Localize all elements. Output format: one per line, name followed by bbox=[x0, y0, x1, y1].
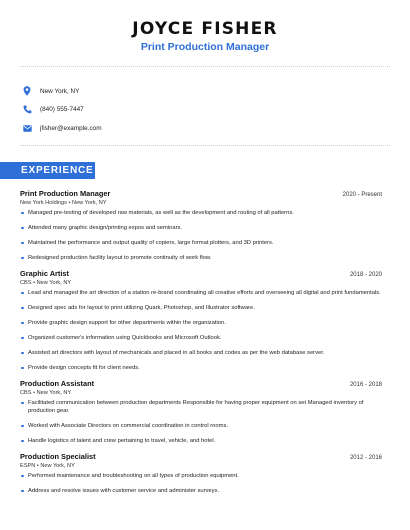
experience-list bbox=[20, 189, 382, 502]
bullet-item: Maintained the performance and output quality of copiers, large format plotters, and 3D printers. bbox=[20, 239, 382, 247]
job-entry bbox=[20, 379, 382, 445]
job-dates: 2020 - Present bbox=[342, 192, 382, 198]
bullet-item: Redesigned production facility layout to promote continuity of work flow. bbox=[20, 254, 382, 262]
job-header bbox=[20, 269, 382, 278]
contact-list bbox=[22, 82, 102, 138]
job-bullets bbox=[20, 472, 382, 495]
map-pin-icon bbox=[22, 86, 32, 96]
bullet-item: Managed pre-testing of developed raw materials, as well as the development and routing of all patterns. bbox=[20, 209, 382, 217]
resume-header bbox=[0, 0, 410, 53]
job-company-line bbox=[20, 390, 382, 396]
separator-dot: • bbox=[31, 390, 37, 396]
job-dates: 2012 - 2016 bbox=[349, 455, 382, 461]
job-entry bbox=[20, 189, 382, 262]
job-company: CBS bbox=[20, 390, 32, 396]
contact-phone bbox=[22, 101, 102, 120]
job-title: Production Assistant bbox=[20, 379, 95, 388]
job-title: Print Production Manager bbox=[20, 189, 111, 198]
job-entry bbox=[20, 269, 382, 372]
job-location: New York, NY bbox=[36, 280, 72, 286]
job-header bbox=[20, 452, 382, 461]
job-dates: 2018 - 2020 bbox=[349, 272, 382, 278]
job-company: CBS bbox=[20, 280, 32, 286]
job-company: New York Holdings bbox=[20, 200, 67, 206]
phone-icon bbox=[22, 105, 32, 115]
bullet-item: Handle logistics of talent and crew pertaining to travel, vehicle, and hotel. bbox=[20, 437, 382, 445]
contact-location-text: New York, NY bbox=[40, 87, 80, 95]
job-dates: 2016 - 2018 bbox=[349, 382, 382, 388]
bullet-item: Performed maintenance and troubleshooting on all types of production equipment. bbox=[20, 472, 382, 480]
bullet-item: Lead and managed the art direction of a station re-brand coordinating all creative efforts and overseeing all digital and print fundamentals. bbox=[20, 289, 382, 297]
job-bullets bbox=[20, 289, 382, 372]
job-title: Production Specialist bbox=[20, 452, 96, 461]
job-location: New York, NY bbox=[72, 200, 107, 206]
job-entry bbox=[20, 452, 382, 495]
job-header bbox=[20, 379, 382, 388]
job-company-line bbox=[20, 200, 382, 206]
envelope-icon bbox=[22, 123, 32, 133]
divider bbox=[20, 145, 390, 146]
contact-email bbox=[22, 119, 102, 138]
bullet-item: Designed spec ads for layout to print utilizing Quark, Photoshop, and Illustrator software. bbox=[20, 304, 382, 312]
contact-phone-text: (840) 555-7447 bbox=[40, 106, 84, 114]
job-company-line bbox=[20, 280, 382, 286]
bullet-item: Assisted art directors with layout of mechanicals and placed in all books and codes as per the web database server. bbox=[20, 349, 382, 357]
bullet-item: Attended many graphic design/printing expos and seminars. bbox=[20, 224, 382, 232]
job-bullets bbox=[20, 399, 382, 445]
section-heading-experience: EXPERIENCE bbox=[0, 162, 95, 179]
job-title: Graphic Artist bbox=[20, 269, 70, 278]
separator-dot: • bbox=[31, 280, 37, 286]
divider bbox=[20, 66, 390, 67]
contact-email-link[interactable]: jfisher@example.com bbox=[40, 124, 102, 132]
candidate-name: JOYCE FISHER bbox=[132, 19, 278, 39]
job-header bbox=[20, 189, 382, 198]
bullet-item: Provide graphic design support for other departments within the organization. bbox=[20, 319, 382, 327]
bullet-item: Address and resolve issues with customer service and administer surveys. bbox=[20, 487, 382, 495]
bullet-item: Facilitated communication between production departments Responsible for having proper equipment on set Managed inventory of production gear. bbox=[20, 399, 382, 415]
job-location: New York, NY bbox=[40, 463, 75, 469]
contact-location bbox=[22, 82, 102, 101]
bullet-item: Provide design concepts fit for client needs. bbox=[20, 364, 382, 372]
candidate-title: Print Production Manager bbox=[140, 41, 270, 53]
separator-dot: • bbox=[66, 200, 73, 206]
job-bullets bbox=[20, 209, 382, 262]
job-location: New York, NY bbox=[36, 390, 72, 396]
bullet-item: Worked with Associate Directors on commercial coordination in control rooms. bbox=[20, 422, 382, 430]
job-company: ESPN bbox=[20, 463, 36, 469]
separator-dot: • bbox=[35, 463, 41, 469]
job-company-line bbox=[20, 463, 382, 469]
bullet-item: Organized customer's information using Quickbooks and Microsoft Outlook. bbox=[20, 334, 382, 342]
